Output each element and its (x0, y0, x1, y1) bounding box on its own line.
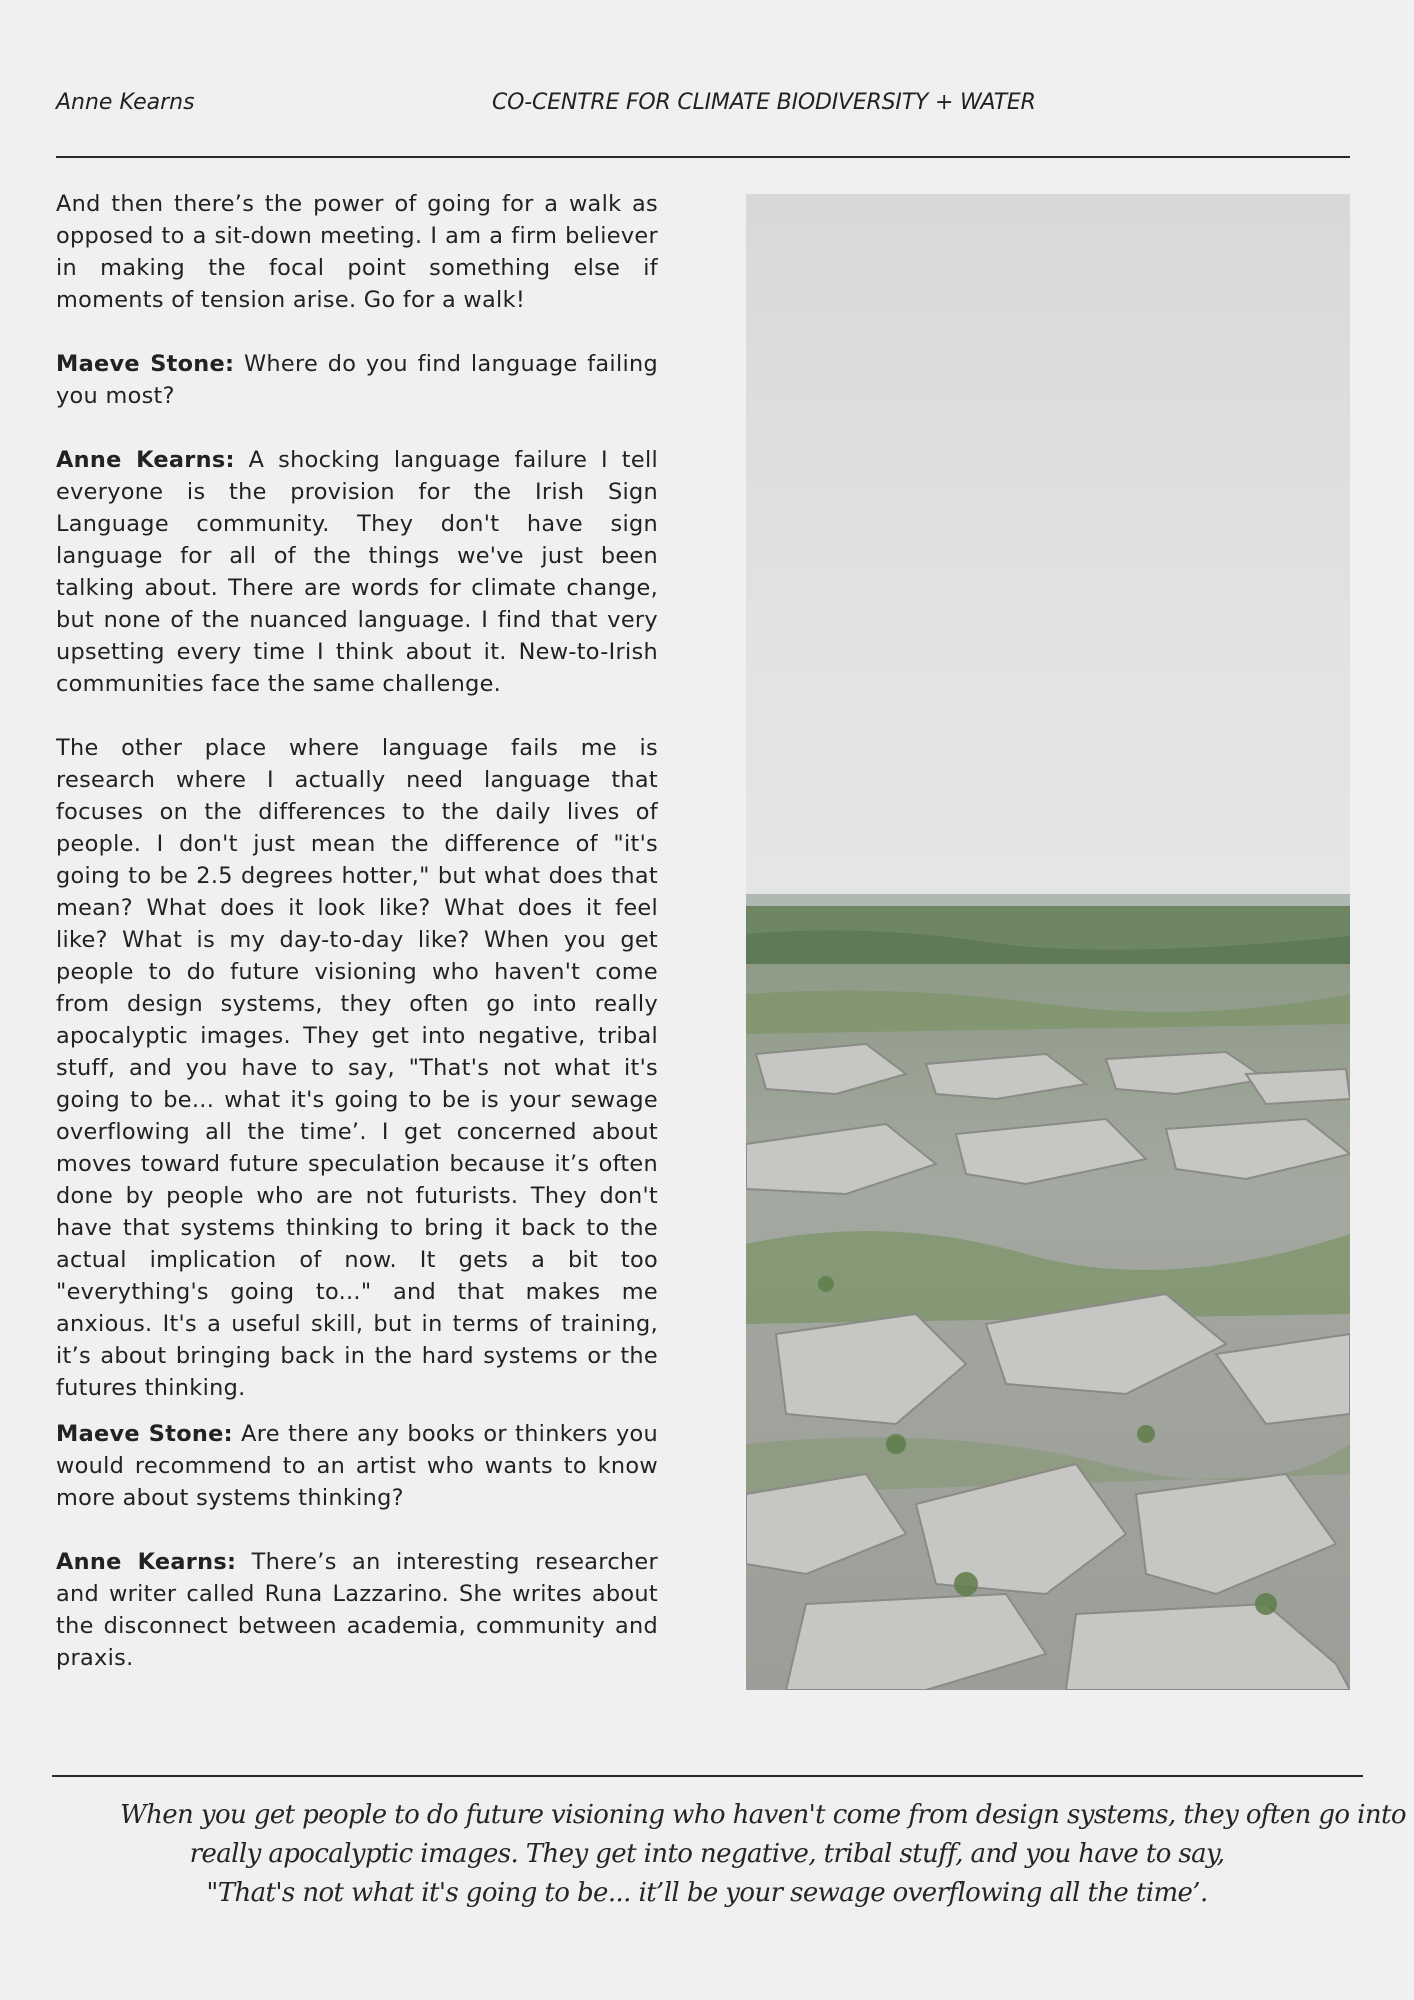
answer-text: There’s an interesting researcher and writer called Runa Lazzarino. She writes about the disconnect between academia, community and praxis. (56, 1549, 658, 1671)
speaker-label: Maeve Stone: (56, 351, 235, 377)
paragraph-walk: And then there’s the power of going for a walk as opposed to a sit-down meeting. I am a firm believer in making the focal point something else if moments of tension arise. Go for a walk! (56, 191, 658, 313)
answer-researcher (56, 1546, 658, 1674)
speaker-label: Anne Kearns: (56, 447, 235, 473)
pull-quote-line: "That's not what it's going to be... it’ll be your sewage overflowing all the time’. (206, 1878, 1208, 1908)
header-author-name: Anne Kearns (56, 90, 195, 115)
header-organization: CO-CENTRE FOR CLIMATE BIODIVERSITY + WATER (492, 90, 1036, 115)
pull-quote-divider (52, 1775, 1363, 1777)
pull-quote-line: When you get people to do future visioning who haven't come from design systems, they often go into (120, 1800, 1406, 1830)
speaker-label: Anne Kearns: (56, 1549, 237, 1575)
paragraph-research: The other place where language fails me is research where I actually need language that focuses on the differences to the daily lives of people. I don't just mean the difference of "it's going to be 2.5 degrees hotter," but what does that mean? What does it look like? What does it feel like? What is my day-to-day like? When you get people to do future visioning who haven't come from design systems, they often go into really apocalyptic images. They get into negative, tribal stuff, and you have to say, "That's not what it's going to be... what it's going to be is your sewage overflowing all the time’. I get concerned about moves toward future speculation because it’s often done by people who are not futurists. They don't have that systems thinking to bring it back to the actual implication of now. It gets a bit too "everything's going to..." and that makes me anxious. It's a useful skill, but in terms of training, it’s about bringing back in the hard systems or the futures thinking. (56, 735, 658, 1401)
question-text: Where do you find language failing you most? (56, 351, 659, 409)
answer-sign-language (56, 444, 658, 700)
pull-quote-line: really apocalyptic images. They get into negative, tribal stuff, and you have to say, (189, 1839, 1225, 1869)
landscape-photo (746, 194, 1350, 1690)
pull-quote (120, 1796, 1406, 1913)
question-text: Are there any books or thinkers you would recommend to an artist who wants to know more about systems thinking? (56, 1421, 658, 1511)
question-language (56, 348, 658, 412)
speaker-label: Maeve Stone: (56, 1421, 233, 1447)
question-books (56, 1418, 658, 1514)
limestone-landscape-image (746, 194, 1350, 1690)
interview-text-column (56, 188, 658, 1706)
header-divider (56, 156, 1350, 158)
answer-text: A shocking language failure I tell everyone is the provision for the Irish Sign Language community. They don't have sign language for all of the things we've just been talking about. There are words for climate change, but none of the nuanced language. I find that very upsetting every time I think about it. New-to-Irish communities face the same challenge. (56, 447, 658, 697)
